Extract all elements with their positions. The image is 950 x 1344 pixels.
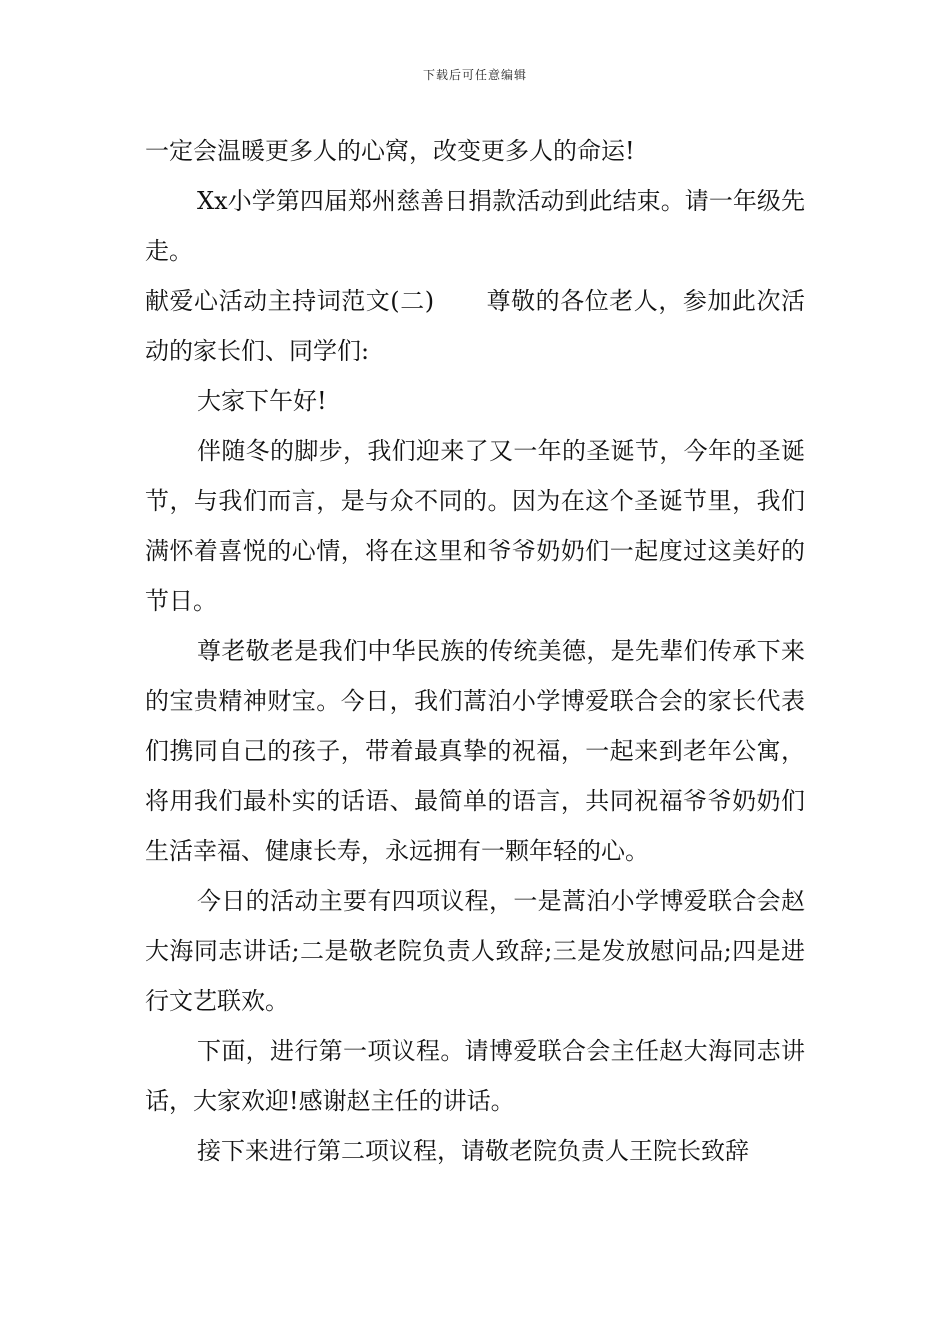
paragraph-8: 接下来进行第二项议程，请敬老院负责人王院长致辞 [197,1137,749,1165]
paragraph-6: 今日的活动主要有四项议程，一是蒿泊小学博爱联合会赵大海同志讲话;二是敬老院负责人致辞;三是发放慰问品;四是进行文艺联欢。 [145,887,805,1015]
paragraph-5: 尊老敬老是我们中华民族的传统美德，是先辈们传承下来的宝贵精神财宝。今日，我们蒿泊小学博爱联合会的家长代表们携同自己的孩子，带着最真挚的祝福，一起来到老年公寓，将用我们最朴实的话语、最简单的语言，共同祝福爷爷奶奶们生活幸福、健康长寿，永远拥有一颗年轻的心。 [145,637,805,865]
page-header-note: 下载后可任意编辑 [422,68,527,82]
paragraph-2: Xx小学第四届郑州慈善日捐款活动到此结束。请一年级先走。 [145,187,805,265]
paragraph-greeting: 大家下午好! [197,387,327,415]
paragraph-7: 下面，进行第一项议程。请博爱联合会主任赵大海同志讲话，大家欢迎!感谢赵主任的讲话。 [145,1037,805,1115]
section-title: 献爱心活动主持词范文(二) [145,287,435,315]
section-greeting: 尊敬的各位老人，参加此次活动的家长们、同学们: [145,287,805,365]
paragraph-1: 一定会温暖更多人的心窝，改变更多人的命运! [145,137,635,165]
section-heading-paragraph [145,276,805,376]
document-body [145,126,805,1176]
paragraph-4: 伴随冬的脚步，我们迎来了又一年的圣诞节，今年的圣诞节，与我们而言，是与众不同的。因为在这个圣诞节里，我们满怀着喜悦的心情，将在这里和爷爷奶奶们一起度过这美好的节日。 [145,437,805,615]
